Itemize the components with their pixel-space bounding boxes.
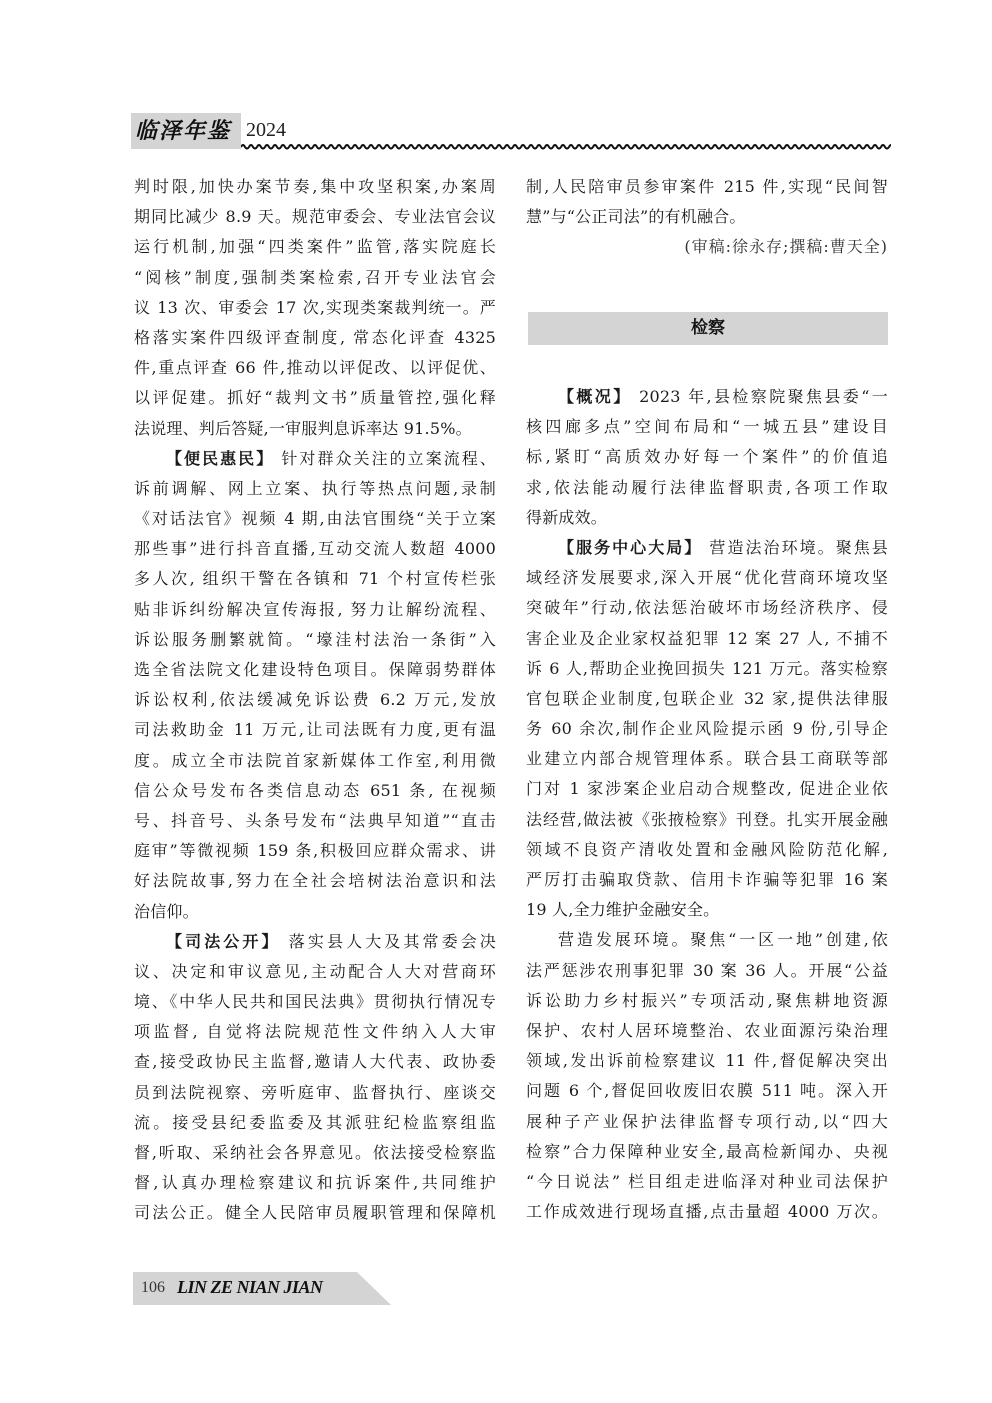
text-line: 检察”合力保障种业安全,最高检新闻办、央视 <box>526 1141 888 1161</box>
page-number: 106 <box>141 1279 165 1296</box>
wavy-rule-divider <box>241 142 891 150</box>
text-line: 保护、农村人居环境整治、农业面源污染治理 <box>526 1020 888 1040</box>
text-line: 《对话法官》视频 4 期,由法官围绕“关于立案 <box>134 509 496 529</box>
text-line: 领域,发出诉前检察建议 11 件,督促解决突出 <box>526 1051 888 1071</box>
text-line: 官包联企业制度,包联企业 32 家,提供法律服 <box>526 688 888 708</box>
text-line: 督,听取、采纳社会各界意见。依法接受检察监 <box>134 1143 496 1162</box>
text-line: 议、决定和审议意见,主动配合人大对营商环 <box>134 961 496 981</box>
text-line: 运行机制,加强“四类案件”监管,落实院庭长 <box>134 237 496 257</box>
text-line: 核四廊多点”空间布局和“一城五县”建设目 <box>526 417 888 437</box>
text-line: 诉前调解、网上立案、执行等热点问题,录制 <box>134 478 496 498</box>
text-line: 督,认真办理检察建议和抗诉案件,共同维护 <box>134 1173 496 1193</box>
yearbook-brand: 临泽年鉴 <box>131 113 241 149</box>
text-line: 境、《中华人民共和国民法典》贯彻执行情况专 <box>134 992 496 1012</box>
text-line: 法经营,做法被《张掖检察》刊登。扎实开展金融 <box>526 809 888 829</box>
text-line: 以评促建。抓好“裁判文书”质量管控,强化释 <box>134 388 496 408</box>
text-line: 好法院故事,努力在全社会培树法治意识和法 <box>134 871 496 891</box>
text-line: 司法救助金 11 万元,让司法既有力度,更有温 <box>134 720 496 740</box>
paragraph-overview <box>526 382 888 533</box>
text-line: 治信仰。 <box>134 901 199 921</box>
text-line: 司法公正。健全人民陪审员履职管理和保障机 <box>134 1203 496 1223</box>
text-line: 领域不良资产清收处置和金融风险防范化解, <box>526 839 888 859</box>
section-heading-procuratorate: 检察 <box>528 312 888 345</box>
running-footer <box>133 1272 393 1305</box>
paragraph-convenience-service <box>134 444 496 927</box>
text-line: “今日说法” 栏目组走进临泽对种业司法保护 <box>526 1171 888 1191</box>
text-line: 选全省法院文化建设特色项目。保障弱势群体 <box>134 660 496 679</box>
text-line: 诉 6 人,帮助企业挽回损失 121 万元。落实检察 <box>526 658 888 678</box>
text-line: 项监督, 自觉将法院规范性文件纳入人大审 <box>134 1022 496 1042</box>
header-year: 2024 <box>246 119 286 141</box>
text-line: 多人次, 组织干警在各镇和 71 个村宣传栏张 <box>134 569 496 589</box>
footer-title: LIN ZE NIAN JIAN <box>177 1277 323 1297</box>
text-line: 诉讼权利,依法缓减免诉讼费 6.2 万元,发放 <box>134 690 496 710</box>
paragraph-first-line <box>526 533 888 563</box>
text-line: 格落实案件四级评查制度, 常态化评查 4325 <box>134 327 496 347</box>
text-line: 度。成立全市法院首家新媒体工作室,利用微 <box>134 750 496 770</box>
text-line: 号、抖音号、头条号发布“法典早知道”“直击 <box>134 810 496 830</box>
running-header <box>131 113 891 149</box>
text-line: 得新成效。 <box>526 507 608 527</box>
text-line: 法严惩涉农刑事犯罪 30 案 36 人。开展“公益 <box>526 960 888 980</box>
text-line: “阅核”制度,强制类案检索,召开专业法官会 <box>134 267 496 287</box>
text-span: 落实县人大及其常委会决 <box>280 931 496 951</box>
text-span: 针对群众关注的立案流程、 <box>274 448 497 468</box>
text-line: 那些事”进行抖音直播,互动交流人数超 4000 <box>134 539 496 559</box>
text-line: 判时限,加快办案节奏,集中攻坚积案,办案周 <box>134 177 496 196</box>
section-keyword: 【便民惠民】 <box>166 448 275 468</box>
text-line: 诉讼助力乡村振兴”专项活动,聚焦耕地资源 <box>526 990 888 1010</box>
right-column-body <box>526 382 888 1227</box>
text-line: 员到法院视察、旁听庭审、监督执行、座谈交 <box>134 1082 496 1102</box>
paragraph-first-line <box>134 444 496 474</box>
text-line: 工作成效进行现场直播,点击量超 4000 万次。 <box>526 1202 888 1222</box>
text-line: 法说理、判后答疑,一审服判息诉率达 91.5%。 <box>134 418 472 438</box>
text-line: 害企业及企业家权益犯罪 12 案 27 人, 不捕不 <box>526 628 888 648</box>
text-line: 议 13 次、审委会 17 次,实现类案裁判统一。严 <box>134 297 496 317</box>
text-line: 门对 1 家涉案企业启动合规整改, 促进企业依 <box>526 779 888 799</box>
text-line: 求,依法能动履行法律监督职责,各项工作取 <box>526 477 888 497</box>
paragraph-development-environment <box>526 925 888 1227</box>
text-line: 突破年”行动,依法惩治破坏市场经济秩序、侵 <box>526 598 888 618</box>
text-line: 展种子产业保护法律监督专项行动,以“四大 <box>526 1111 888 1131</box>
text-line: 业建立内部合规管理体系。联合县工商联等部 <box>526 749 888 769</box>
section-keyword: 【司法公开】 <box>166 931 281 951</box>
text-line: 标,紧盯“高质效办好每一个案件”的价值追 <box>526 447 888 467</box>
paragraph-serve-overall <box>526 533 888 925</box>
paragraph-first-line: 营造发展环境。聚焦“一区一地”创建,依 <box>558 930 888 950</box>
text-line: 严厉打击骗取贷款、信用卡诈骗等犯罪 16 案 <box>526 870 888 889</box>
paragraph-first-line <box>526 382 888 412</box>
text-line: 信公众号发布各类信息动态 651 条, 在视频 <box>134 780 496 800</box>
text-line: 期同比减少 8.9 天。规范审委会、专业法官会议 <box>134 207 496 227</box>
text-line: 诉讼服务删繁就简。“壕洼村法治一条街”入 <box>134 629 496 649</box>
text-line: 庭审”等微视频 159 条,积极回应群众需求、讲 <box>134 841 496 861</box>
paragraph-trial-efficiency <box>134 172 496 444</box>
text-line: 19 人,全力维护金融安全。 <box>526 900 720 920</box>
right-column <box>526 172 888 263</box>
text-line: 流。接受县纪委监委及其派驻纪检监察组监 <box>134 1112 496 1132</box>
text-line: 务 60 余次,制作企业风险提示函 9 份,引导企 <box>526 719 888 739</box>
text-line: 问题 6 个,督促回收废旧农膜 511 吨。深入开 <box>526 1081 888 1101</box>
text-span: 2023 年,县检察院聚焦县委“一 <box>631 387 888 406</box>
paragraph-judicial-openness <box>134 927 496 1229</box>
text-line: 件,重点评查 66 件,推动以评促改、以评促优、 <box>134 358 496 378</box>
paragraph-first-line <box>134 927 496 957</box>
text-line: 域经济发展要求,深入开展“优化营商环境攻坚 <box>526 568 888 588</box>
text-line: 查,接受政协民主监督,邀请人大代表、政协委 <box>134 1052 496 1072</box>
author-credit: (审稿:徐永存;撰稿:曹天全) <box>684 237 888 257</box>
text-line: 贴非诉纠纷解决宣传海报, 努力让解纷流程、 <box>134 599 496 619</box>
text-span: 营造法治环境。聚焦县 <box>702 537 888 557</box>
text-line: 制,人民陪审员参审案件 215 件,实现“民间智 <box>526 177 888 196</box>
section-keyword: 【服务中心大局】 <box>558 537 703 557</box>
left-column <box>134 172 496 1229</box>
text-line: 慧”与“公正司法”的有机融合。 <box>526 207 746 227</box>
section-keyword: 【概况】 <box>558 387 632 406</box>
